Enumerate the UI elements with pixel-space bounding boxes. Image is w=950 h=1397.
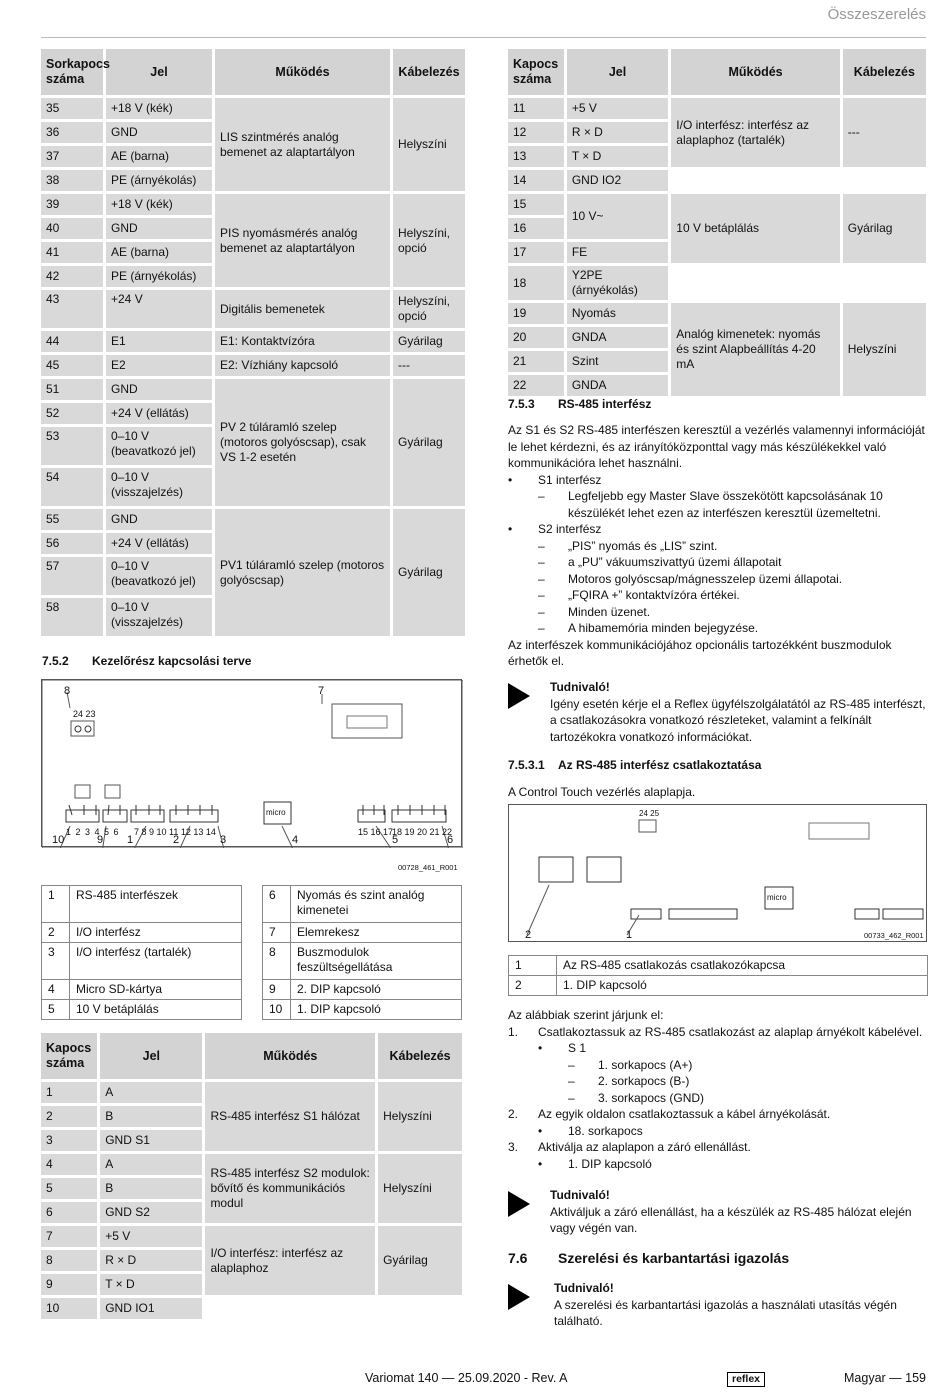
terminal-table-bottom [38, 1030, 465, 1322]
table-row: 45 E2 E2: Vízhiány kapcsoló --- [41, 355, 465, 376]
circuit-board-drawing [42, 680, 463, 848]
callout-5: 5 [392, 834, 399, 846]
terminal-label-24-23: 24 23 [73, 709, 96, 719]
micro-sd-icon: micro [266, 808, 286, 817]
table-row: 58 0–10 V (visszajelzés) [41, 598, 465, 636]
function-cell: 10 V betáplálás [671, 194, 839, 263]
cable-cell: Helyszíni [378, 1082, 462, 1151]
table-row: 53 0–10 V (beavatkozó jel) [41, 427, 465, 465]
cable-cell: --- [393, 355, 465, 376]
terminal-row-18-22: 18 19 20 21 22 [392, 827, 453, 837]
function-cell: Analóg kimenetek: nyomás és szint Alapbeállítás 4-20 mA [671, 303, 839, 396]
table-row: 1 A RS-485 interfész S1 hálózat Helyszíni [41, 1082, 462, 1103]
cable-cell: Gyárilag [393, 509, 465, 636]
table-row: 6 GND S2 [41, 1202, 462, 1223]
function-cell: PV 2 túláramló szelep (motoros golyóscsap), csak VS 1-2 esetén [215, 379, 390, 506]
col-header: Kapocs száma [508, 49, 564, 95]
rs485-body [508, 422, 928, 670]
legend-row: 3 I/O interfész (tartalék) [42, 943, 242, 980]
connect-intro: A Control Touch vezérlés alaplapja. [508, 785, 696, 799]
dash-item: – Minden üzenet. [538, 604, 651, 619]
micro-sd-icon: micro [767, 893, 787, 902]
terminal-row-1-6: 1 2 3 4 5 6 [66, 827, 120, 837]
cable-cell: Gyárilag [393, 379, 465, 506]
cable-cell: Helyszíni, opció [393, 194, 465, 287]
table-row: 52 +24 V (ellátás) [41, 403, 465, 424]
figure-reference: 00728_461_R001 [398, 863, 458, 872]
mainboard-diagram [508, 804, 927, 942]
cable-cell: Gyárilag [393, 331, 465, 352]
col-header: Sorkapocs száma [41, 49, 103, 95]
col-header: Jel [567, 49, 668, 95]
section-heading-752: 7.5.2 Kezelőrész kapcsolási terve [42, 654, 252, 668]
function-cell: I/O interfész: interfész az alaplaphoz [205, 1226, 375, 1295]
function-cell: E1: Kontaktvízóra [215, 331, 390, 352]
dash-item: – „FQIRA +” kontaktvízóra értékei. [538, 588, 740, 602]
note-arrow-icon [508, 683, 530, 709]
col-header: Kábelezés [378, 1033, 462, 1079]
note-arrow-icon [508, 1191, 530, 1217]
table-row: 40 GND [41, 218, 465, 239]
table-row: 10 GND IO1 [41, 1298, 462, 1319]
table-row: 39 +18 V (kék) PIS nyomásmérés analóg bemenet az alaptartályon Helyszíni, opció [41, 194, 465, 215]
table-row: 12 R × D [508, 122, 926, 143]
footer-page: Magyar — 159 [844, 1371, 926, 1385]
function-cell: PIS nyomásmérés analóg bemenet az alaptartályon [215, 194, 390, 287]
table-row: 8 R × D [41, 1250, 462, 1271]
table-row: 4 A RS-485 interfész S2 modulok: bővítő és kommunikációs modul Helyszíni [41, 1154, 462, 1175]
table-row: 55 GND PV1 túláramló szelep (motoros golyóscsap) Gyárilag [41, 509, 465, 530]
cable-cell: Helyszíni [393, 98, 465, 191]
table-row: 37 AE (barna) [41, 146, 465, 167]
dash-item: – 1. sorkapocs (A+) [568, 1057, 693, 1072]
section-heading-753: 7.5.3 RS-485 interfész [508, 397, 652, 411]
function-cell: LIS szintmérés analóg bemenet az alaptartályon [215, 98, 390, 191]
running-header: Összeszerelés [827, 6, 926, 23]
col-header: Működés [215, 49, 390, 95]
table-row: 22 GNDA [508, 375, 926, 396]
cable-cell: Gyárilag [378, 1226, 462, 1295]
col-header: Jel [106, 49, 212, 95]
table-row: 38 PE (árnyékolás) [41, 170, 465, 191]
callout-6: 6 [447, 834, 454, 846]
legend-row: 2 I/O interfész [42, 923, 242, 943]
connect-steps: Az alábbiak szerint járjunk el: 1. Csatlakoztassuk az RS-485 csatlakozást az alaplap árnyékolt kábelével. • S 1 – 1. sorkapocs (A+) – 2. sorkapocs (B-) – 3. sorkapocs (GND) 2. Az egyik oldalon csatlakoztassuk a kábel árnyékolását. • 18. sorkapocs 3. Aktiválja az alaplapon a záró ellenállást. • 1. DIP kapcsoló [508, 1007, 928, 1172]
callout-10: 10 [52, 834, 65, 846]
dash-item: – Legfeljebb egy Master Slave összekötött kapcsolásának 10 készülékét lehet ezen az interfészen keresztül üzemeltetni. [538, 489, 883, 520]
dash-item: – 3. sorkapocs (GND) [568, 1090, 705, 1105]
table-row: 20 GNDA [508, 327, 926, 348]
dash-item: – 2. sorkapocs (B-) [568, 1074, 690, 1088]
cable-cell: Helyszíni [378, 1154, 462, 1223]
table-row: 2 B [41, 1106, 462, 1127]
legend-row: 4 Micro SD-kártya [42, 980, 242, 1000]
step-bullet: • 1. DIP kapcsoló [538, 1156, 652, 1171]
dash-item: – Motoros golyóscsap/mágnesszelep üzemi állapotai. [538, 571, 843, 586]
bullet-s2: • S2 interfész [508, 521, 928, 538]
table-row: 16 [508, 218, 926, 239]
table-row: 44 E1 E1: Kontaktvízóra Gyárilag [41, 331, 465, 352]
callout-3: 3 [220, 834, 227, 846]
legend-table-2 [508, 955, 928, 996]
table-row: 43 +24 V Digitális bemenetek Helyszíni, opció [41, 290, 465, 328]
legend-row: 8 Buszmodulok feszültségellátása [263, 943, 462, 980]
table-row: 17 FE [508, 242, 926, 263]
col-header: Kábelezés [843, 49, 926, 95]
bullet-s1: • S1 interfész [508, 472, 928, 489]
header-rule [41, 37, 926, 38]
table-row: 3 GND S1 [41, 1130, 462, 1151]
terminal-row-15-17: 15 16 17 [358, 827, 394, 837]
note-arrow-icon [508, 1284, 530, 1310]
section-heading-76: 7.6 Szerelési és karbantartási igazolás [508, 1250, 790, 1266]
function-cell: Digitális bemenetek [215, 290, 390, 328]
step-bullet: • S 1 [538, 1041, 587, 1055]
col-header: Kábelezés [393, 49, 465, 95]
legend-table [262, 885, 462, 1020]
callout-4: 4 [292, 834, 299, 846]
table-row: 42 PE (árnyékolás) [41, 266, 465, 287]
table-row: 15 10 V~ 10 V betáplálás Gyárilag [508, 194, 926, 215]
function-cell: E2: Vízhiány kapcsoló [215, 355, 390, 376]
callout-9: 9 [97, 834, 104, 846]
col-header: Jel [100, 1033, 202, 1079]
table-row: 36 GND [41, 122, 465, 143]
legend-row: 6 Nyomás és szint analóg kimenetei [263, 886, 462, 923]
cable-cell: --- [843, 98, 926, 167]
legend-table [41, 885, 242, 1020]
cable-cell: Helyszíni, opció [393, 290, 465, 328]
col-header: Működés [671, 49, 839, 95]
callout-7: 7 [318, 685, 325, 697]
table-row: 13 T × D [508, 146, 926, 167]
table-row: 5 B [41, 1178, 462, 1199]
legend-row: 1 Az RS-485 csatlakozás csatlakozókapcsa [509, 956, 928, 976]
table-row: 9 T × D [41, 1274, 462, 1295]
callout-8: 8 [64, 685, 71, 697]
note-termination: Tudnivaló! Aktiváljuk a záró ellenállást, ha a készülék az RS-485 hálózat elején vagy végén van. [508, 1187, 928, 1237]
mainboard-drawing [509, 805, 928, 943]
rs485-outro: Az interfészek kommunikációjához opcionális tartozékként buszmodulok érhetők el. [508, 637, 892, 668]
table-row: 51 GND PV 2 túláramló szelep (motoros golyóscsap), csak VS 1-2 esetén Gyárilag [41, 379, 465, 400]
terminal-table-left [38, 46, 468, 639]
function-cell: RS-485 interfész S1 hálózat [205, 1082, 375, 1151]
figure-reference: 00733_462_R001 [864, 931, 924, 940]
table-row: 11 +5 V I/O interfész: interfész az alaplaphoz (tartalék) --- [508, 98, 926, 119]
table-row: 14 GND IO2 [508, 170, 926, 191]
legend-row: 10 1. DIP kapcsoló [263, 1000, 462, 1020]
table-row: 54 0–10 V (visszajelzés) [41, 468, 465, 506]
step-2: 2. Az egyik oldalon csatlakoztassuk a kábel árnyékolását. [508, 1107, 831, 1121]
section-heading-7531: 7.5.3.1 Az RS-485 interfész csatlakoztatása [508, 758, 762, 772]
callout-2: 2 [173, 834, 180, 846]
note-rs485: Tudnivaló! Igény esetén kérje el a Reflex ügyfélszolgálatától az RS-485 interfészt, a csatlakozásokra vonatkozó részleteket, valamint a felkínált tartozékokra vonatkozó információkat. [508, 679, 928, 745]
col-header: Kapocs száma [41, 1033, 97, 1079]
dash-item: – A hibamemória minden bejegyzése. [538, 621, 759, 635]
legend-row: 7 Elemrekesz [263, 923, 462, 943]
reflex-logo: reflex [727, 1372, 765, 1387]
legend-row: 1 RS-485 interfészek [42, 886, 242, 923]
table-row: 41 AE (barna) [41, 242, 465, 263]
table-row: 56 +24 V (ellátás) [41, 533, 465, 554]
note-certificate: Tudnivaló! A szerelési és karbantartási igazolás a használati utasítás végén található. [508, 1280, 928, 1330]
table-row: 19 Nyomás Analóg kimenetek: nyomás és szint Alapbeállítás 4-20 mA Helyszíni [508, 303, 926, 324]
callout-1: 1 [626, 929, 633, 941]
table-row: 35 +18 V (kék) LIS szintmérés analóg bemenet az alaptartályon Helyszíni [41, 98, 465, 119]
table-row: 21 Szint [508, 351, 926, 372]
footer-center: Variomat 140 — 25.09.2020 - Rev. A [365, 1371, 568, 1385]
step-1: 1. Csatlakoztassuk az RS-485 csatlakozást az alaplap árnyékolt kábelével. [508, 1024, 923, 1039]
col-header: Működés [205, 1033, 375, 1079]
dash-item: – a „PU” vákuumszivattyú üzemi állapotait [538, 555, 782, 569]
legend-row: 9 2. DIP kapcsoló [263, 980, 462, 1000]
step-bullet: • 18. sorkapocs [538, 1123, 643, 1138]
function-cell: I/O interfész: interfész az alaplaphoz (tartalék) [671, 98, 839, 167]
terminal-table-right [505, 46, 929, 399]
function-cell: RS-485 interfész S2 modulok: bővítő és kommunikációs modul [205, 1154, 375, 1223]
callout-2: 2 [525, 929, 532, 941]
function-cell: PV1 túláramló szelep (motoros golyóscsap) [215, 509, 390, 636]
rs485-intro: Az S1 és S2 RS-485 interfészen keresztül a vezérlés valamennyi információját le lehet kérdezni, és az irányítóközponttal vagy más készülékekkel való kommunikációra lehet használni. [508, 423, 925, 470]
table-row: 18 Y2PE (árnyékolás) [508, 266, 926, 300]
step-3: 3. Aktiválja az alaplapon a záró ellenállást. [508, 1140, 751, 1154]
dash-item: – „PIS” nyomás és „LIS” szint. [538, 538, 718, 553]
legend-row: 5 10 V betáplálás [42, 1000, 242, 1020]
terminal-label-24-25: 24 25 [639, 809, 660, 818]
table-row: 57 0–10 V (beavatkozó jel) [41, 557, 465, 595]
terminal-row-7-14: 7 8 9 10 11 12 13 14 [134, 827, 216, 837]
callout-1: 1 [127, 834, 134, 846]
table-row: 7 +5 V I/O interfész: interfész az alaplaphoz Gyárilag [41, 1226, 462, 1247]
cable-cell: Gyárilag [843, 194, 926, 263]
cable-cell: Helyszíni [843, 303, 926, 396]
legend-row: 2 1. DIP kapcsoló [509, 976, 928, 996]
wiring-diagram-control-unit [41, 679, 462, 847]
